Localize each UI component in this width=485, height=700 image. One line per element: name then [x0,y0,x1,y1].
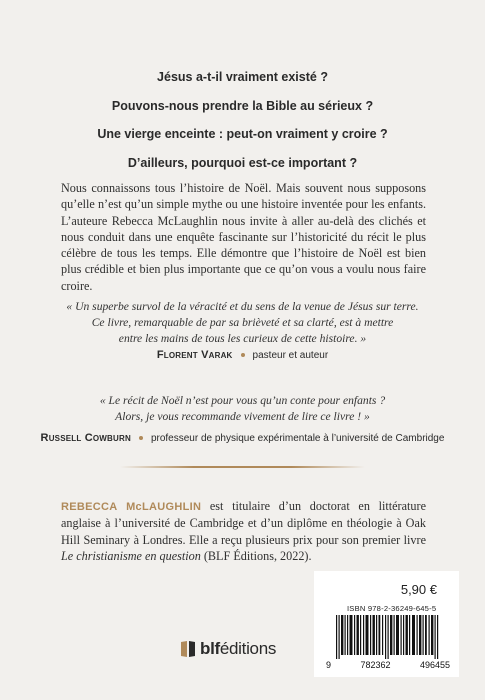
quote-line: entre les mains de tous les curieux de cette histoire. » [118,332,367,345]
publisher-logo [180,638,276,660]
publisher-name: blféditions [200,639,277,658]
bullet-icon [241,353,245,357]
barcode-digit-group-2: 496455 [419,660,450,670]
question-list [0,70,485,184]
book-title: Le christianisme en question [61,548,201,563]
barcode-digits [326,660,450,670]
barcode-icon [328,615,446,659]
bio-text: est titulaire d’un doctorat en littérature anglaise à l’université de Cambridge et d’un diplôme en théologie à Oak Hill Seminary à Londres. Elle a reçu plusieurs prix pour son premier livre [61,499,426,547]
barcode-digit-prefix: 9 [326,660,332,670]
quote-line: Alors, je vous recommande vivement de lire ce livre ! » [115,410,370,423]
endorsement-attribution-1 [0,349,485,361]
quote-line: Ce livre, remarquable de par sa brièveté et sa clarté, est à mettre [91,316,394,329]
author-name: REBECCA McLAUGHLIN [61,501,202,513]
divider [120,466,365,468]
endorsement-quote-2 [50,393,435,425]
barcode-panel [314,571,459,677]
publisher-logo-icon [180,640,196,658]
bio-text-end: (BLF Éditions, 2022). [200,548,312,563]
price: 5,90 € [400,582,437,597]
endorser-name: Florent Varak [156,349,233,361]
endorsement-quote-1 [50,299,435,347]
barcode-digit-group-1: 782362 [360,660,391,670]
quote-line: « Un superbe survol de la véracité et du sens de la venue de Jésus sur terre. [66,300,419,313]
endorser-name: Russell Cowburn [40,432,131,444]
endorser-role: pasteur et auteur [252,350,329,361]
question-2: Pouvons-nous prendre la Bible au sérieux ? [111,98,374,113]
author-bio [61,498,426,564]
quote-line: « Le récit de Noël n’est pour vous qu’un conte pour enfants ? [99,394,386,407]
intro-paragraph: Nous connaissons tous l’histoire de Noël. Mais souvent nous supposons qu’elle n’est qu’un simple mythe ou une histoire inventée pour les enfants. L’auteure Rebecca McLaughlin nous invite à aller au-delà des clichés et nous conduit dans une enquête fascinante sur l’historicité du récit le plus célèbre de tous les temps. Elle démontre que l’histoire de Noël est bien plus crédible et bien plus importante que ce qu’on vous a voulu nous faire croire. [61,181,426,293]
question-1: Jésus a-t-il vraiment existé ? [157,70,328,84]
question-4: D’ailleurs, pourquoi est-ce important ? [127,155,358,170]
endorsement-attribution-2 [0,432,485,444]
question-3: Une vierge enceinte : peut-on vraiment y croire ? [97,127,388,141]
isbn: ISBN 978-2-36249-645-5 [347,604,437,613]
bullet-icon [139,436,143,440]
endorser-role: professeur de physique expérimentale à l’université de Cambridge [150,433,445,444]
